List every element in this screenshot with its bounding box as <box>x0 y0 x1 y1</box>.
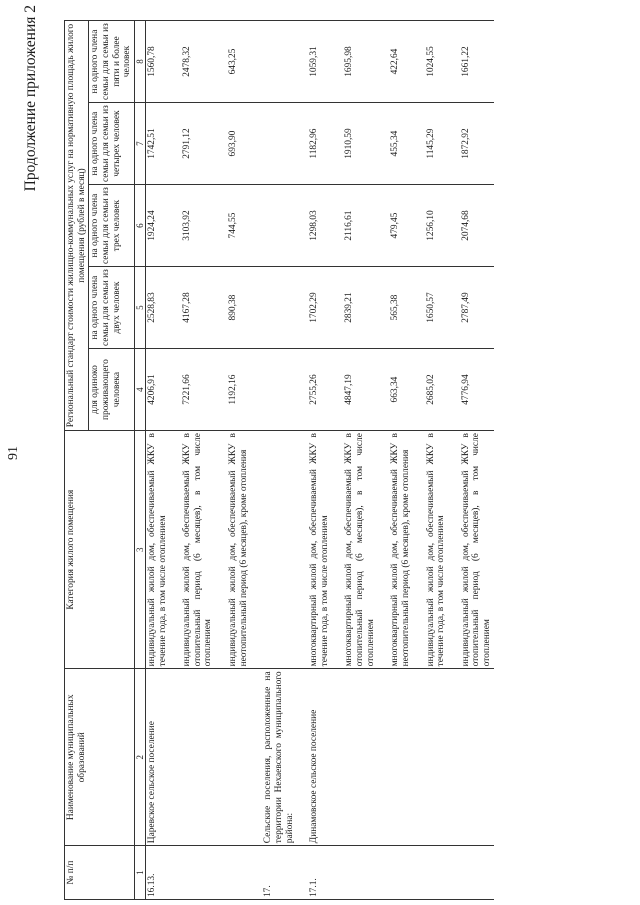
housing-category: индивидуальный жилой дом, обеспечиваемый ЖКУ в отопительный период (6 месяцев), в том числе отоплением <box>181 431 215 669</box>
municipality-name <box>181 669 215 846</box>
value-single: 4776,94 <box>460 349 494 431</box>
index-cell: 8 <box>134 21 145 103</box>
value-two <box>262 267 296 349</box>
index-cell: 1 <box>134 846 145 900</box>
value-five-plus <box>262 21 296 103</box>
value-three: 2116,61 <box>343 185 377 267</box>
index-cell: 7 <box>134 103 145 185</box>
value-five-plus: 643,25 <box>227 21 250 103</box>
value-single: 663,34 <box>389 349 412 431</box>
index-cell: 3 <box>134 431 145 669</box>
value-single: 7221,66 <box>181 349 215 431</box>
value-two: 4167,28 <box>181 267 215 349</box>
header-single: для одиноко проживающего человека <box>89 349 135 431</box>
row-number: 16.13. <box>145 846 169 900</box>
row-number: 17. <box>262 846 296 900</box>
value-four: 1872,92 <box>460 103 494 185</box>
value-five-plus: 1560,78 <box>145 21 169 103</box>
value-single <box>262 349 296 431</box>
housing-category <box>262 431 296 669</box>
row-number <box>181 846 215 900</box>
value-three: 1256,10 <box>425 185 448 267</box>
table-row <box>262 21 296 900</box>
value-five-plus: 422,64 <box>389 21 412 103</box>
row-number <box>389 846 412 900</box>
housing-category: многоквартирный жилой дом, обеспечиваемый ЖКУ в неотопительный период (6 месяцев), кроме отопления <box>389 431 412 669</box>
value-two: 2839,21 <box>343 267 377 349</box>
value-single: 1192,16 <box>227 349 250 431</box>
value-single: 2755,26 <box>308 349 331 431</box>
header-two: на одного члена семьи для семьи из двух человек <box>89 267 135 349</box>
municipality-name: Царевское сельское поселение <box>145 669 169 846</box>
municipality-name <box>425 669 448 846</box>
value-three: 479,45 <box>389 185 412 267</box>
header-three: на одного члена семьи для семьи из трех человек <box>89 185 135 267</box>
value-five-plus: 1661,22 <box>460 21 494 103</box>
row-number <box>343 846 377 900</box>
table-row <box>181 21 215 900</box>
row-number <box>227 846 250 900</box>
value-four: 1910,59 <box>343 103 377 185</box>
header-standard: Региональный стандарт стоимости жилищно-коммунальных услуг на нормативную площадь жилого помещения (рублей в месяц) <box>65 21 89 431</box>
table-row <box>343 21 377 900</box>
index-cell: 4 <box>134 349 145 431</box>
value-four: 1145,29 <box>425 103 448 185</box>
row-number: 17.1. <box>308 846 331 900</box>
table-row <box>460 21 494 900</box>
value-four: 693,90 <box>227 103 250 185</box>
value-single: 2685,02 <box>425 349 448 431</box>
value-two: 2787,49 <box>460 267 494 349</box>
header-category: Категория жилого помещения <box>65 431 135 669</box>
index-cell: 6 <box>134 185 145 267</box>
index-row <box>134 21 145 900</box>
index-cell: 5 <box>134 267 145 349</box>
value-three: 1298,03 <box>308 185 331 267</box>
table-row <box>308 21 331 900</box>
continuation-title: Продолжение приложения 2 <box>22 5 39 192</box>
municipality-name: Динамовское сельское поселение <box>308 669 331 846</box>
municipality-name: Сельские поселения, расположенные на территории Нехаевского муниципального района: <box>262 669 296 846</box>
housing-category: многоквартирный жилой дом, обеспечиваемый ЖКУ в отопительный период (6 месяцев), в том числе отоплением <box>343 431 377 669</box>
value-four: 455,34 <box>389 103 412 185</box>
value-single: 4847,19 <box>343 349 377 431</box>
value-four: 2791,12 <box>181 103 215 185</box>
municipality-name <box>460 669 494 846</box>
municipality-name <box>227 669 250 846</box>
value-single: 4206,91 <box>145 349 169 431</box>
index-cell: 2 <box>134 669 145 846</box>
value-three: 2074,68 <box>460 185 494 267</box>
value-three: 744,55 <box>227 185 250 267</box>
value-two: 2528,83 <box>145 267 169 349</box>
row-number <box>460 846 494 900</box>
header-four: на одного члена семьи для семьи из четырех человек <box>89 103 135 185</box>
table-row <box>425 21 448 900</box>
value-four <box>262 103 296 185</box>
value-two: 1650,57 <box>425 267 448 349</box>
table-row <box>227 21 250 900</box>
value-two: 890,38 <box>227 267 250 349</box>
housing-category: многоквартирный жилой дом, обеспечиваемый ЖКУ в течение года, в том числе отоплением <box>308 431 331 669</box>
value-three <box>262 185 296 267</box>
row-number <box>425 846 448 900</box>
housing-category: индивидуальный жилой дом, обеспечиваемый ЖКУ в течение года, в том числе отоплением <box>145 431 169 669</box>
municipality-name <box>343 669 377 846</box>
standards-table <box>64 20 494 900</box>
table-row <box>389 21 412 900</box>
value-two: 565,38 <box>389 267 412 349</box>
housing-category: индивидуальный жилой дом, обеспечиваемый ЖКУ в течение года, в том числе отоплением <box>425 431 448 669</box>
header-five-plus: на одного члена семьи для семьи из пяти и более человек <box>89 21 135 103</box>
value-two: 1702,29 <box>308 267 331 349</box>
housing-category: индивидуальный жилой дом, обеспечиваемый ЖКУ в отопительный период (6 месяцев), в том числе отоплением <box>460 431 494 669</box>
value-five-plus: 1024,55 <box>425 21 448 103</box>
table-row <box>145 21 169 900</box>
value-five-plus: 1059,31 <box>308 21 331 103</box>
value-four: 1182,96 <box>308 103 331 185</box>
header-municipality: Наименование муниципальных образований <box>65 669 135 846</box>
value-five-plus: 2478,32 <box>181 21 215 103</box>
municipality-name <box>389 669 412 846</box>
value-five-plus: 1695,98 <box>343 21 377 103</box>
value-three: 1924,24 <box>145 185 169 267</box>
value-three: 3103,92 <box>181 185 215 267</box>
page-number: 91 <box>6 446 21 460</box>
value-four: 1742,51 <box>145 103 169 185</box>
housing-category: индивидуальный жилой дом, обеспечиваемый ЖКУ в неотопительный период (6 месяцев), кроме отопления <box>227 431 250 669</box>
header-number: № п/п <box>65 846 135 900</box>
